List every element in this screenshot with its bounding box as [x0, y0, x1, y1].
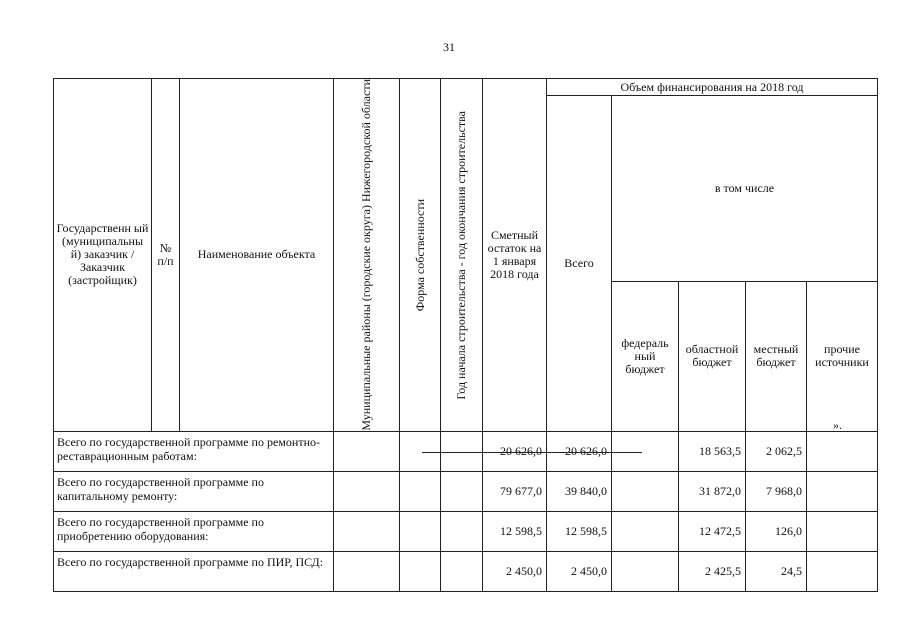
cell-other	[807, 511, 878, 551]
table-row	[54, 551, 878, 591]
cell-federal	[612, 551, 679, 591]
cell-ownership	[400, 551, 441, 591]
page-number: 31	[443, 40, 455, 54]
cell-federal	[612, 511, 679, 551]
header-federal: федераль ный бюджет	[612, 281, 679, 431]
header-districts-text: Муниципальные районы (городские округа) Нижегородской области	[359, 79, 373, 431]
row-label: Всего по государственной программе по капитальному ремонту:	[54, 471, 334, 511]
header-total: Всего	[547, 96, 612, 432]
cell-balance: 20 626,0	[483, 431, 547, 471]
header-estimated-balance: Сметный остаток на 1 января 2018 года	[483, 79, 547, 432]
cell-districts	[334, 471, 400, 511]
cell-ownership	[400, 471, 441, 511]
cell-years	[441, 551, 483, 591]
cell-local: 2 062,5	[746, 431, 807, 471]
header-funding: Объем финансирования на 2018 год	[547, 79, 878, 96]
header-ownership-text: Форма собственности	[412, 198, 427, 311]
header-years	[441, 79, 483, 432]
cell-districts	[334, 431, 400, 471]
cell-total: 20 626,0	[547, 431, 612, 471]
financing-table	[53, 78, 878, 592]
cell-local: 7 968,0	[746, 471, 807, 511]
header-regional: областной бюджет	[679, 281, 746, 431]
cell-local: 24,5	[746, 551, 807, 591]
cell-other	[807, 471, 878, 511]
row-label: Всего по государственной программе по ремонтно-реставрационным работам:	[54, 431, 334, 471]
header-ownership	[400, 79, 441, 432]
closing-quote-mark: ».	[833, 418, 842, 432]
table-row	[54, 471, 878, 511]
cell-other	[807, 551, 878, 591]
header-customer: Государственн ый (муниципальны й) заказчик / Заказчик (застройщик)	[54, 79, 152, 432]
cell-balance: 79 677,0	[483, 471, 547, 511]
table-row	[54, 511, 878, 551]
header-years-text: Год начала строительства - год окончания строительства	[454, 110, 468, 400]
cell-federal	[612, 471, 679, 511]
cell-balance: 12 598,5	[483, 511, 547, 551]
header-number: № п/п	[152, 79, 180, 432]
cell-districts	[334, 511, 400, 551]
signature-divider-line	[422, 452, 642, 453]
cell-districts	[334, 551, 400, 591]
cell-regional: 18 563,5	[679, 431, 746, 471]
row-label: Всего по государственной программе по ПИР, ПСД:	[54, 551, 334, 591]
cell-years	[441, 511, 483, 551]
header-districts	[334, 79, 400, 432]
cell-years	[441, 471, 483, 511]
header-object-name: Наименование объекта	[180, 79, 334, 432]
header-including: в том числе	[612, 96, 878, 282]
cell-ownership	[400, 511, 441, 551]
cell-regional: 2 425,5	[679, 551, 746, 591]
cell-other	[807, 431, 878, 471]
cell-total: 12 598,5	[547, 511, 612, 551]
cell-total: 39 840,0	[547, 471, 612, 511]
cell-balance: 2 450,0	[483, 551, 547, 591]
row-label: Всего по государственной программе по приобретению оборудования:	[54, 511, 334, 551]
cell-local: 126,0	[746, 511, 807, 551]
header-local: местный бюджет	[746, 281, 807, 431]
cell-regional: 12 472,5	[679, 511, 746, 551]
cell-regional: 31 872,0	[679, 471, 746, 511]
cell-total: 2 450,0	[547, 551, 612, 591]
header-other: прочие источники	[807, 281, 878, 431]
